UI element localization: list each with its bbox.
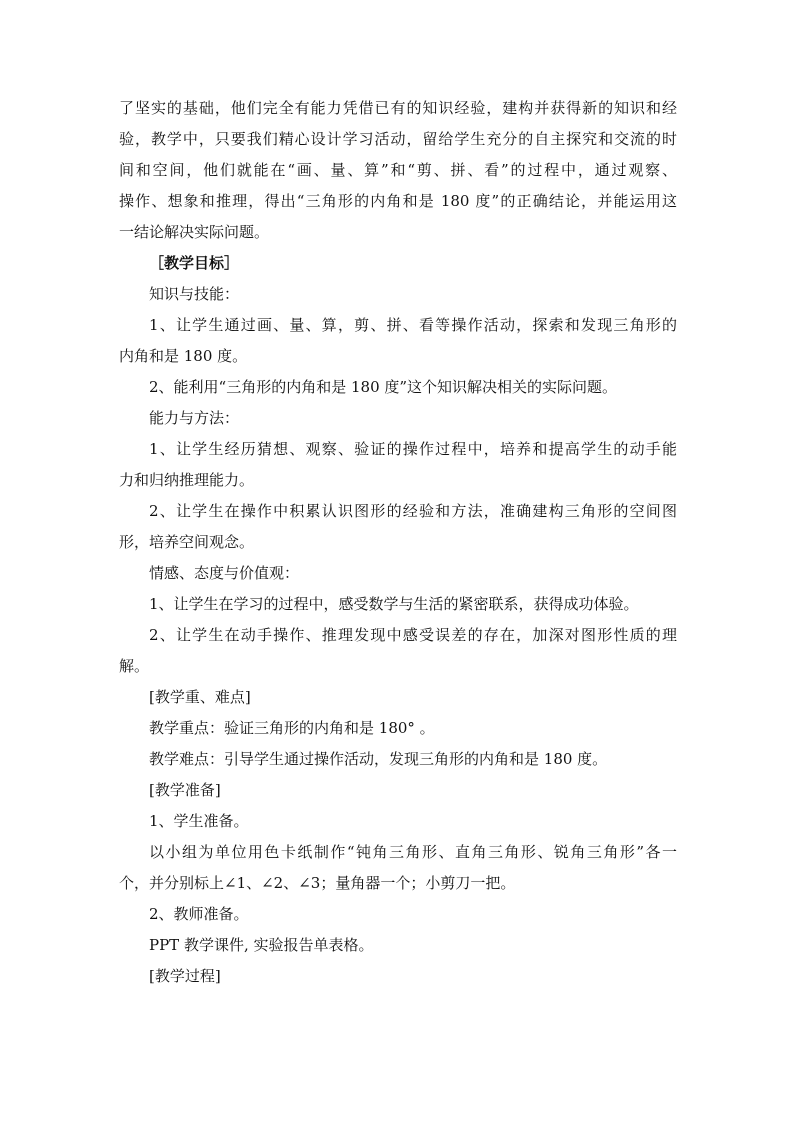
- paragraph-line: 2、让学生在动手操作、推理发现中感受误差的存在，加深对图形性质的理: [149, 626, 677, 644]
- paragraph-line: 力和归纳推理能力。: [119, 471, 255, 489]
- section-heading-preparation: [教学准备]: [149, 781, 221, 799]
- paragraph-line: 1、让学生通过画、量、算，剪、拼、看等操作活动，探索和发现三角形的: [149, 316, 677, 334]
- paragraph-line: 2、能利用“三角形的内角和是 180 度”这个知识解决相关的实际问题。: [149, 378, 618, 396]
- paragraph-line: PPT 教学课件, 实验报告单表格。: [149, 936, 374, 954]
- paragraph-line: 1、让学生在学习的过程中，感受数学与生活的紧密联系，获得成功体验。: [149, 595, 639, 613]
- section-heading-key-points: [教学重、难点]: [149, 688, 251, 706]
- document-body: [119, 93, 677, 992]
- paragraph-line: 教学重点：验证三角形的内角和是 180° 。: [149, 719, 435, 737]
- paragraph-line: 了坚实的基础，他们完全有能力凭借已有的知识经验，建构并获得新的知识和经: [119, 99, 677, 117]
- section-heading-process: [教学过程]: [149, 967, 221, 985]
- paragraph-line: 一结论解决实际问题。: [119, 223, 270, 241]
- paragraph-line: 个，并分别标上∠1、∠2、∠3；量角器一个；小剪刀一把。: [119, 874, 516, 892]
- paragraph-line: 2、让学生在操作中积累认识图形的经验和方法，准确建构三角形的空间图: [149, 502, 677, 520]
- subheading-ability-method: 能力与方法：: [149, 409, 240, 427]
- paragraph-line: 形，培养空间观念。: [119, 533, 255, 551]
- paragraph-line: 内角和是 180 度。: [119, 347, 248, 365]
- paragraph-line: 教学难点：引导学生通过操作活动，发现三角形的内角和是 180 度。: [149, 750, 608, 768]
- paragraph-line: 1、让学生经历猜想、观察、验证的操作过程中，培养和提高学生的动手能: [149, 440, 677, 458]
- paragraph-line: 验，教学中，只要我们精心设计学习活动，留给学生充分的自主探究和交流的时: [119, 130, 677, 148]
- paragraph-line: 以小组为单位用色卡纸制作“钝角三角形、直角三角形、锐角三角形”各一: [149, 843, 677, 861]
- subheading-knowledge-skills: 知识与技能：: [149, 285, 240, 303]
- subheading-emotion-values: 情感、态度与价值观：: [149, 564, 300, 582]
- paragraph-line: 操作、想象和推理，得出“三角形的内角和是 180 度”的正确结论，并能运用这: [119, 192, 677, 210]
- paragraph-line: 1、学生准备。: [149, 812, 249, 830]
- paragraph-line: 2、教师准备。: [149, 905, 249, 923]
- paragraph-line: 解。: [119, 657, 150, 675]
- paragraph-line: 间和空间，他们就能在“画、量、算”和“剪、拼、看”的过程中，通过观察、: [119, 161, 677, 179]
- section-heading-objectives: ［教学目标］: [149, 254, 240, 272]
